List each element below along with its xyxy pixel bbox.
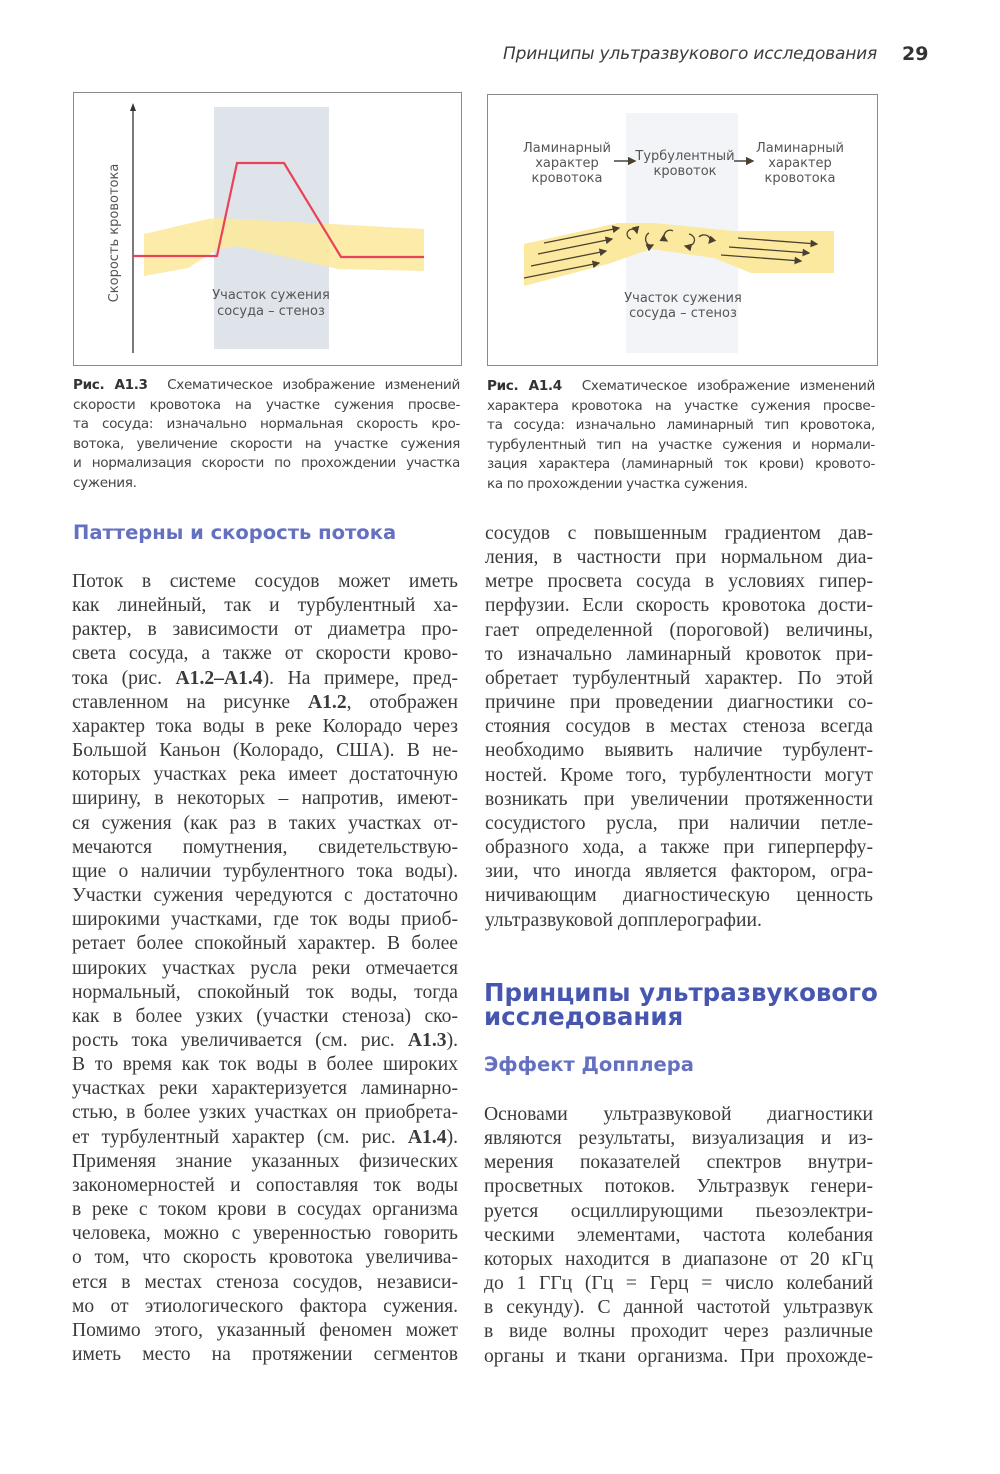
text-line: ширину, в некоторых – напротив, имеют-: [72, 788, 458, 810]
body-column-left: [72, 570, 458, 1367]
figure-reference: A1.4: [407, 1126, 447, 1148]
text-line: необходимо выявить наличие турбулент-: [485, 740, 873, 762]
text-line: и нормализация скорости по прохождении участка: [73, 455, 460, 472]
text-line: ся сужения (как раз в таких участках от-: [72, 812, 458, 834]
text-line: сосудистого русла, при наличии петле-: [485, 812, 873, 834]
text-line: в секунду). С данной частотой ультразвук: [484, 1297, 873, 1319]
text-line: Участки сужения чередуются с достаточно: [72, 885, 458, 907]
text-line: характера кровотока на участке сужения просве-: [487, 397, 875, 414]
text-line: руется осциллирующими пьезоэлектри-: [484, 1200, 873, 1222]
subheading-doppler: Эффект Допплера: [484, 1053, 694, 1076]
text-line: сосудов с повышенным градиентом дав-: [485, 523, 873, 544]
label-laminar-left-3: кровотока: [531, 171, 603, 186]
text-line: характер тока воды в реке Колорадо через: [72, 715, 458, 737]
chapter-heading: [484, 978, 878, 1031]
text-line: причине при проведении диагностики со-: [485, 692, 873, 714]
chapter-heading-line1: Принципы ультразвукового: [484, 978, 878, 1007]
figure-a1-3: [73, 92, 462, 366]
text-line: мечаются помутнения, свидетельствую-: [72, 836, 458, 858]
label-turbulent-1: Турбулентный: [635, 149, 735, 164]
section-heading-patterns: Паттерны и скорость потока: [73, 521, 397, 544]
text-line: зация характера (ламинарный ток крови) кровото-: [487, 456, 875, 473]
text-line: ностей. Кроме того, турбулентности могут: [485, 764, 873, 786]
text-line: о том, что скорость кровотока увеличива-: [72, 1247, 458, 1269]
text-line: мо от этиологического фактора сужения.: [72, 1295, 458, 1317]
text-line: ческими элементами, частота колебания: [484, 1224, 873, 1246]
text-line: та сосуда: изначально нормальная скорость кро-: [73, 416, 460, 433]
text-line: как в более узких (участки стеноза) ско-: [72, 1005, 458, 1027]
text-line: то изначально ламинарный кровоток при-: [485, 643, 873, 665]
text-line: света сосуда, а также от скорости крово-: [72, 643, 458, 665]
text-line: человека, можно с уверенностью говорить: [72, 1223, 458, 1245]
text-line: гает определенной (пороговой) величины,: [485, 619, 873, 641]
text-line: органы и ткани организма. При прохожде-: [484, 1345, 873, 1367]
text-line: Применяя знание указанных физических: [72, 1150, 458, 1172]
figure-reference: A1.2: [307, 691, 347, 713]
y-axis-label: Скорость кровотока: [107, 163, 122, 303]
text-line: В то время как ток воды в более широких: [72, 1054, 458, 1076]
text-line: скорости кровотока на участке сужения просве-: [73, 396, 460, 413]
text-line: которых находится в диапазоне от 20 кГц: [484, 1248, 873, 1270]
text-line: та сосуда: изначально ламинарный тип кровотока,: [487, 417, 875, 434]
chapter-heading-line2: исследования: [484, 1002, 684, 1031]
text-line: стояния сосудов в местах стеноза всегда: [485, 716, 873, 738]
text-line: возникать при увеличении протяженности: [485, 788, 873, 810]
label-laminar-right-3: кровотока: [764, 171, 836, 186]
text-line: широких участках русла реки отмечается: [72, 957, 458, 979]
text-line: зии, что иногда является фактором, огра-: [485, 861, 873, 883]
text-line: стью, в более узких участках он приобрета-: [72, 1102, 458, 1124]
text-line: которых участках река имеет достаточную: [72, 764, 458, 786]
stenosis-label-line1: Участок сужения: [212, 288, 330, 303]
text-line: в реке с током крови в сосудах организма: [72, 1199, 458, 1221]
text-line: участках реки характеризуется ламинарно-: [72, 1078, 458, 1100]
text-line: ет турбулентный характер (см. рис. A1.4).: [72, 1126, 458, 1148]
caption-label: Рис. A1.4: [487, 378, 562, 394]
text-line: ультразвуковой допплерографии.: [485, 909, 762, 931]
text-line: метре просвета сосуда в условиях гипер-: [485, 571, 873, 593]
text-line: широкими участками, где ток воды приоб-: [72, 909, 458, 931]
figure-reference: A1.3: [407, 1029, 447, 1051]
text-line: являются результаты, визуализация и из-: [484, 1128, 873, 1150]
text-line: закономерностей и сопоставляя ток воды: [72, 1174, 458, 1196]
text-line: обретает турбулентный характер. По этой: [485, 667, 873, 689]
text-line: до 1 ГГц (Гц = Герц = число колебаний: [484, 1273, 873, 1295]
text-line: ка по прохождении участка сужения.: [487, 475, 748, 492]
label-turbulent-2: кровоток: [653, 164, 717, 179]
caption-a1-3: [73, 376, 460, 494]
text-line: образного хода, а также при гиперперфу-: [485, 837, 873, 859]
text-line: Основами ультразвуковой диагностики: [484, 1104, 873, 1125]
label-laminar-left-2: характер: [535, 156, 599, 171]
caption-label: Рис. A1.3: [73, 377, 148, 393]
text-line: Рис. A1.4 Схематическое изображение изменений: [487, 378, 875, 394]
text-line: Поток в системе сосудов может иметь: [72, 571, 458, 592]
text-line: щие о наличии турбулентного тока воды).: [72, 860, 458, 882]
text-line: нормальный, спокойный ток воды, тогда: [72, 981, 458, 1003]
text-line: Большой Каньон (Колорадо, США). В не-: [72, 740, 458, 762]
label-laminar-right-2: характер: [768, 156, 832, 171]
text-line: рость тока увеличивается (см. рис. A1.3).: [72, 1029, 458, 1051]
page-number: 29: [902, 43, 929, 65]
label-laminar-left-1: Ламинарный: [523, 141, 611, 156]
text-line: в виде волны проходит через различные: [484, 1321, 873, 1343]
body-column-right-bottom: [484, 1103, 873, 1369]
caption-a1-4: [487, 377, 875, 495]
text-line: ничивающим диагностическую ценность: [485, 885, 873, 907]
stenosis-label-line1: Участок сужения: [624, 291, 742, 306]
flow-pattern-diagram: [488, 95, 877, 365]
text-line: турбулентный тип на участке сужения и нормали-: [487, 436, 875, 453]
text-line: Рис. A1.3 Схематическое изображение изменений: [73, 377, 460, 393]
text-line: иметь место на протяжении сегментов: [72, 1344, 458, 1365]
text-line: как линейный, так и турбулентный ха-: [72, 595, 458, 617]
text-line: ретает более спокойный характер. В более: [72, 933, 458, 955]
text-line: мерения показателей спектров внутри-: [484, 1152, 873, 1174]
text-line: Помимо этого, указанный феномен может: [72, 1319, 458, 1341]
stenosis-label-line2: сосуда – стеноз: [629, 306, 737, 321]
text-line: ления, в частности при нормальном диа-: [485, 547, 873, 569]
running-title: Принципы ультразвукового исследования: [503, 44, 877, 64]
body-column-right-top: [485, 522, 873, 933]
velocity-diagram: [74, 93, 461, 365]
text-line: тока (рис. A1.2–A1.4). На примере, пред-: [72, 667, 458, 689]
text-line: вотока, увеличение скорости на участке сужения: [73, 435, 460, 452]
y-axis-arrow-icon: [130, 103, 136, 111]
figure-reference: A1.2–A1.4: [175, 667, 263, 689]
text-line: просветных потоков. Ультразвук генери-: [484, 1176, 873, 1198]
text-line: ставленном на рисунке A1.2, отображен: [72, 691, 458, 713]
stenosis-label-line2: сосуда – стеноз: [217, 304, 325, 319]
label-laminar-right-1: Ламинарный: [756, 141, 844, 156]
figure-a1-4: [487, 94, 878, 366]
text-line: сужения.: [73, 474, 137, 491]
text-line: ется в местах стеноза сосудов, независи-: [72, 1271, 458, 1293]
text-line: перфузии. Если скорость кровотока дости-: [485, 595, 873, 617]
text-line: рактер, в зависимости от диаметра про-: [72, 619, 458, 641]
